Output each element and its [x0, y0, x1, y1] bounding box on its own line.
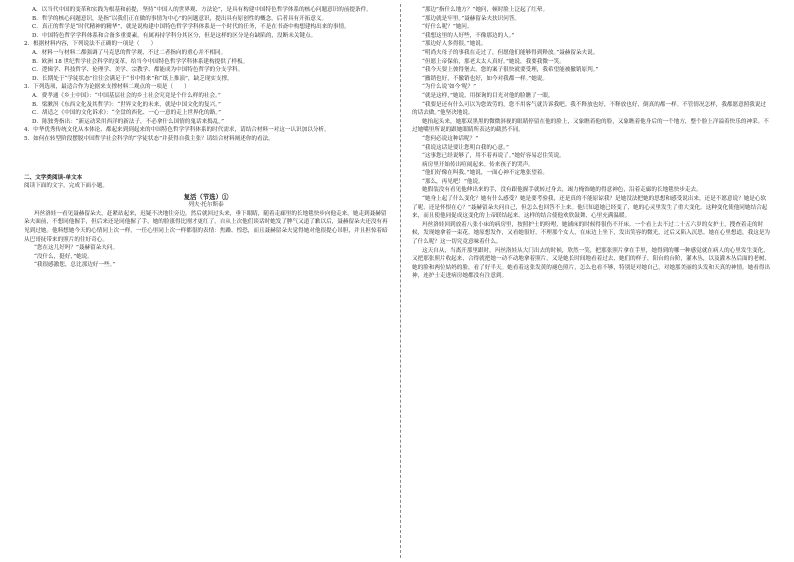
story-paragraph: “为什么说‘如今’呢？” [422, 84, 477, 91]
right-column [412, 6, 770, 281]
story-paragraph: 玛丝洛娃一看见聂赫留朵夫，赶紧站起来，迟疑不决地往旁边，然后就回过头来，垂下眼睛，随着走廊里的长地毯快步向他走来。她走到聂赫留朵夫面前，不想同他握手，但后来还是同他握了手，她的脸涨得比刚才更红了。自从上次他们谈话时她发了脾气又道了歉以后，聂赫留朵夫还没有再见到过她。他料想她今天的心情同上次一样，一任心里同上次一样都很的表情：焦躁、惶恐，而且聂赫留朵夫觉得她对他很提心吊胆，并且担惊着暗从巴哥抚带来的照片的往好奇心。 [24, 210, 388, 243]
q1-option-a: A．以当代中国的变革和实践为根基和前提，坚持“中国人的世界观、方法论”，是具有构建中国特色哲学体系的核心问题意识的前提条件。 [32, 7, 372, 13]
story-paragraph: “没什么，挺好，”她说。 [34, 253, 93, 260]
story-paragraph: “撤销也好，不撤销也好，如今对我都一样。”她说。 [422, 75, 548, 82]
q2-stem: 2．根据材料内容，下列说法不正确的一项是（ ） [24, 41, 157, 48]
q3-stem: 3．下列选项，最适合作为论据来支撑材料二观点的一项是（ ） [24, 84, 190, 91]
story-paragraph: “好什么呢？”她问。 [422, 24, 473, 31]
story-author: 列夫·托尔斯泰 [188, 202, 224, 209]
story-paragraph: “您何必说这种话呢？” [422, 135, 479, 142]
story-paragraph: “那么，再见吧！”他说。 [422, 178, 484, 185]
q2-option-a: A．材料一与材料二都强调了马克思的哲学观，不过二者指向的重心并不相同。 [32, 49, 227, 56]
story-paragraph: “那边好人多得很，”她说。 [422, 41, 487, 48]
story-paragraph: “这事您已经说够了，用不着再说了。”她好容易忍住笑说。 [422, 153, 565, 160]
story-paragraph: “我要是还有什么可以为您效劳的，您不用客气就告诉我吧。我不释放也好，不释放也好，倒真的都一样。不管情况怎样，我都愿意照我说过的话去做。”他坚决地说。 [412, 101, 767, 117]
story-title: 复活（节选）① [183, 192, 229, 201]
story-paragraph: “就是这样，”她说，用探询的目光对他的脸瞧了一眼。 [422, 92, 554, 99]
story-paragraph: “我今天要上彼得堡去。您的案子很快就要受理，我希望能被撤销原判。” [422, 67, 599, 74]
story-paragraph: “我很感激您，总比那边好一些。” [34, 262, 116, 269]
story-paragraph: 这天自从，当离开那里跟时，玛丝洛娃从大门出去的时候，欣然一笑，把那张照片拿在手里，她得到的哪一种感觉就在病人的心里发生变化，又把那张照片收起来，合得就把她一动不动地拿着照片，又是她长时间地看着过去，她们的样子，阳台的台阶，灌木丛，以及灌木丛后面的老树，她的脸和两位姑妈的脸，看了好半天。她看着这张发黄的褪色照片，怎么也看不够，特别是对她自己，对她那美丽的头发和天真的神情。她看得出神，连护士走进病房她都没有注意到。 [412, 247, 771, 280]
story-paragraph: 她抬起头来，她那双黑黑的微微斜视的眼睛停留在他的脸上，又象瞧着他的脸，又象瞧着他身后的一个地方，整个脸上洋溢着快乐的神采。不过她嘴里所说的跟她眼睛所表达的截然不同。 [412, 118, 769, 134]
section-heading: 二、文学类阅读-单文本 [24, 174, 83, 181]
q3-option-c: C．胡适之《中国的文化诉求》：“全盘的西化、一心一意的走上世界化的路。” [32, 110, 221, 117]
q1-option-b: B．哲学的核心问题意识，是指“以我们正在做的事情为中心”的问题意识，提出具有原创性的概念，后者具有开拓意义。 [32, 15, 328, 22]
story-paragraph: “您在这儿好吗？”聂赫留朵夫问。 [34, 245, 119, 252]
q2-option-d: D．长期处于“学徒状态”往往会满足于“书中得来”和“纸上推演”，缺乏现实支撑。 [32, 75, 233, 82]
q3-option-b: B．梁漱溟《东西文化及其哲学》：“世界文化的未来，就是中国文化的复兴。” [32, 101, 221, 108]
q2-option-b: B．欧洲 18 世纪哲学社会科学的变革，给当今中国特色哲学学科体系建构提供了样板。 [32, 58, 249, 65]
instruction-text: 阅读下面的文字，完成下面小题。 [24, 183, 108, 190]
story-paragraph: 玛丝洛娃回到放着八张小床的病房里，按照护士的吩咐，她铺床的时候得很伤不开床。一个看上去不过二十五六岁的女护士，搜查着走的时候，发现她拿着一束花。她原想发作，又看她很好，不理那个女人，在床边上坐下，发出笑容的微光，过后又陷入沉思。她在心里想道，我这是为了什么呢？这一切究竟意味着什么。 [412, 221, 771, 246]
q3-option-a: A．费孝通《乡土中国》：“中国基层社会的乡土社会究竟是个什么样的社会。” [32, 92, 221, 99]
q2-option-c: C．逻辑学、科技哲学、伦理学、美学、宗教学、都能成为中国特色哲学的分支学科。 [32, 67, 244, 74]
story-paragraph: “那边就是牢里。”聂赫留朵夫扶识问答。 [422, 15, 521, 22]
question-4: 4．中华优秀传统文化从本体论、都起来到到起来的中国特色哲学学科体系的时代需求，请结合材料一对这一认识加以分析。 [24, 127, 330, 134]
left-column [24, 6, 388, 270]
q3-option-d: D．陈独秀指出：“新运动采用西洋的新法子，不必拿什么国情的鬼话来捣乱。” [32, 118, 224, 125]
column-divider [400, 4, 401, 558]
story-paragraph: “他们好像在叫我。”她说，一面心神不定地张望着。 [422, 170, 548, 177]
story-paragraph: “我想这里的人好些，不像那边的人。” [422, 32, 515, 39]
story-paragraph: 她假装没有看见他伸出来的手，没有跟他握手就转过身去，竭力掩饰她的得意神色，沿着走廊的长地毯快步走去。 [422, 187, 702, 194]
story-paragraph: “明尚夫母子的事我在走过了，但愿他们能够得到释放。”聂赫留朵夫说。 [422, 49, 599, 56]
story-paragraph: “但愿上帝保佑，那老太太人真好。”她说，我要我微一笑。 [422, 58, 565, 65]
story-paragraph: “我说这话是要让您明白我的心意。” [422, 144, 509, 151]
story-paragraph: 病房里开始传出喧闹起来。传来孩子的哭声。 [422, 161, 534, 168]
q1-option-c: C．真正的哲学是“时代精神的精华”，就是说构建中国特色哲学学科体系是一个时代的任务，不是在书斋中构想建构出来的事情。 [32, 24, 350, 31]
story-paragraph: “那边”指什么地方？”她问，顿时脸上泛起了红晕。 [422, 7, 549, 13]
q1-option-d: D．中国特色哲学学科体系和合备多重要素，有属再持学科分其区分，但是这样的区分是有缺陷的，没断未关键点。 [32, 32, 317, 39]
question-5: 5．如何在转型阶段摆脱中国哲学社会科学的“学徒状态”并获得自我主张？请结合材料阐述你的看法。 [24, 135, 274, 142]
story-paragraph: “她身上起了什么变化？她有什么感受？她是要考验我，还是真的不能原谅我？是她没法把她的思想和感受说出来，还是不愿意说？她是心软了呢，还是怀恨在心？”聂赫留朵夫问自己，但怎么也回答不上来。他只知道她已经变了，她的心灵里发生了重大变化。这种变化使他同她结合起来，而且使他同促成这变化的上帝联结起来。这样的结合使他欢欣鼓舞，心里充满温暖。 [412, 196, 768, 220]
